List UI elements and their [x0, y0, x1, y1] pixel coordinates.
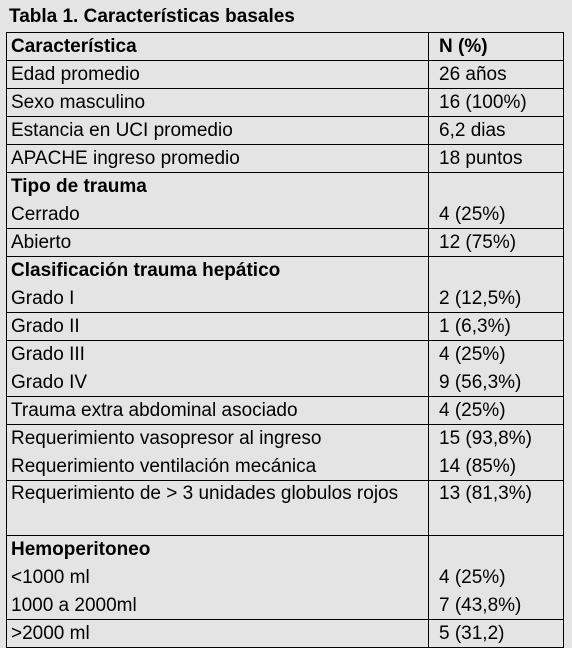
table-figure [6, 2, 572, 644]
row-value: 26 años [429, 61, 564, 89]
row-value: 4 (25%) [429, 564, 564, 592]
row-label: Grado III [7, 341, 429, 369]
table-row [7, 61, 564, 89]
row-value: 4 (25%) [429, 201, 564, 229]
table-row [7, 453, 564, 481]
row-value: 18 puntos [429, 145, 564, 173]
table-row [7, 229, 564, 257]
section-label: Tipo de trauma [7, 173, 429, 201]
row-value: 9 (56,3%) [429, 369, 564, 397]
row-value: 2 (12,5%) [429, 285, 564, 313]
table-row [7, 201, 564, 229]
section-row-hemoperitoneum [7, 536, 564, 564]
row-label: Grado I [7, 285, 429, 313]
table-row [7, 341, 564, 369]
row-label: Grado IV [7, 369, 429, 397]
table-row [7, 425, 564, 453]
row-value: 16 (100%) [429, 89, 564, 117]
table-row [7, 313, 564, 341]
table-header-row [7, 33, 564, 61]
row-label: Estancia en UCI promedio [7, 117, 429, 145]
row-label: Requerimiento de > 3 unidades globulos rojos [7, 481, 429, 536]
row-label: Cerrado [7, 201, 429, 229]
table-row [7, 620, 564, 648]
row-value: 1 (6,3%) [429, 313, 564, 341]
header-characteristic: Característica [7, 33, 429, 61]
table-caption: Tabla 1. Características basales [9, 6, 295, 27]
row-label: Sexo masculino [7, 89, 429, 117]
table-row [7, 481, 564, 536]
row-value: 4 (25%) [429, 341, 564, 369]
row-label: Requerimiento ventilación mecánica [7, 453, 429, 481]
table-row [7, 564, 564, 592]
row-label: Grado II [7, 313, 429, 341]
section-label: Clasificación trauma hepático [7, 257, 429, 285]
row-value [429, 173, 564, 201]
row-value: 5 (31,2) [429, 620, 564, 648]
section-row-trauma-type [7, 173, 564, 201]
row-label: 1000 a 2000ml [7, 592, 429, 620]
baseline-characteristics-table [6, 32, 564, 648]
row-value: 12 (75%) [429, 229, 564, 257]
row-label: Abierto [7, 229, 429, 257]
row-value: 13 (81,3%) [429, 481, 564, 536]
row-label: Requerimiento vasopresor al ingreso [7, 425, 429, 453]
row-label: Trauma extra abdominal asociado [7, 397, 429, 425]
row-value: 15 (93,8%) [429, 425, 564, 453]
row-value: 6,2 dias [429, 117, 564, 145]
table-row [7, 117, 564, 145]
section-label: Hemoperitoneo [7, 536, 429, 564]
table-row [7, 397, 564, 425]
table-row [7, 592, 564, 620]
row-value [429, 536, 564, 564]
row-label: <1000 ml [7, 564, 429, 592]
row-value: 14 (85%) [429, 453, 564, 481]
table-row [7, 369, 564, 397]
row-value: 7 (43,8%) [429, 592, 564, 620]
row-value [429, 257, 564, 285]
row-label: Edad promedio [7, 61, 429, 89]
table-row [7, 285, 564, 313]
section-row-liver-trauma-grade [7, 257, 564, 285]
header-n-percent: N (%) [429, 33, 564, 61]
row-label: APACHE ingreso promedio [7, 145, 429, 173]
row-value: 4 (25%) [429, 397, 564, 425]
table-row [7, 89, 564, 117]
row-label: >2000 ml [7, 620, 429, 648]
table-row [7, 145, 564, 173]
